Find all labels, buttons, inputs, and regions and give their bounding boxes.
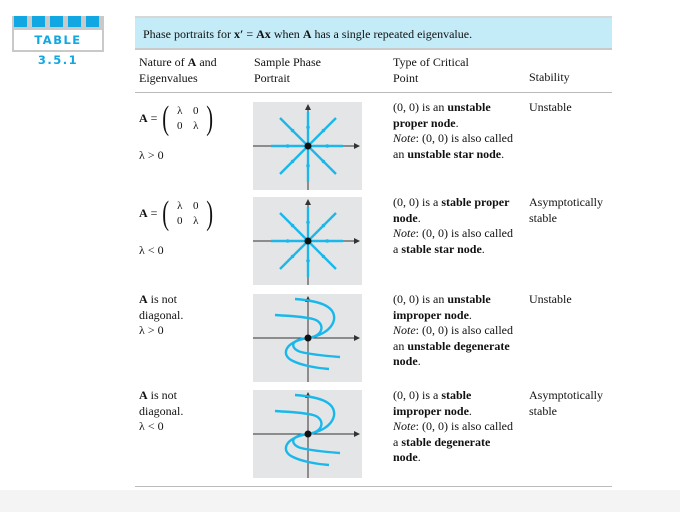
header-nature: Nature of A and Eigenvalues bbox=[139, 55, 217, 85]
eigenvalue-condition: λ > 0 bbox=[139, 323, 164, 337]
phase-portrait-improper-out bbox=[253, 294, 362, 382]
header-rule bbox=[135, 92, 612, 93]
phase-portrait-star-in bbox=[253, 197, 362, 285]
matrix-entry: λ bbox=[193, 215, 199, 227]
decor-square bbox=[50, 16, 63, 27]
header-stability: Stability bbox=[529, 70, 570, 84]
type-description: (0, 0) is an unstable proper node. bbox=[393, 100, 491, 130]
table-label: TABLE 3.5.1 bbox=[14, 30, 102, 50]
type-note: Note: (0, 0) is also called a stable degenerate node. bbox=[393, 419, 513, 464]
decor-square bbox=[68, 16, 81, 27]
critical-point-type bbox=[393, 388, 518, 466]
matrix: ( λ 0 0 λ ) bbox=[162, 195, 213, 232]
matrix-nature: A is not diagonal. λ > 0 bbox=[139, 292, 184, 337]
type-description: (0, 0) is a stable improper node. bbox=[393, 388, 472, 418]
bottom-rule bbox=[135, 486, 612, 487]
type-note: Note: (0, 0) is also called an unstable star node. bbox=[393, 131, 513, 161]
matrix-entry: 0 bbox=[177, 215, 183, 227]
eigenvalue-condition: λ > 0 bbox=[139, 148, 164, 162]
decor-square bbox=[32, 16, 45, 27]
phase-portrait-star-out bbox=[253, 102, 362, 190]
matrix-entry: 0 bbox=[177, 120, 183, 132]
decor-square bbox=[86, 16, 99, 27]
decor-square bbox=[14, 16, 27, 27]
table-label-box bbox=[12, 16, 104, 67]
type-description: (0, 0) is an unstable improper node. bbox=[393, 292, 491, 322]
type-description: (0, 0) is a stable proper node. bbox=[393, 195, 510, 225]
matrix-definition: A = ( λ 0 0 λ ) bbox=[139, 197, 215, 231]
matrix-nature: A is not diagonal. λ < 0 bbox=[139, 388, 184, 433]
stability: Asymptotically stable bbox=[529, 388, 603, 418]
matrix: ( λ 0 0 λ ) bbox=[162, 100, 213, 137]
eigenvalue-condition: λ < 0 bbox=[139, 243, 164, 257]
matrix-entry: λ bbox=[193, 120, 199, 132]
header-type: Type of Critical Point bbox=[393, 55, 469, 85]
stability: Unstable bbox=[529, 100, 572, 114]
eigenvalue-condition: λ < 0 bbox=[139, 419, 164, 433]
stability: Asymptotically stable bbox=[529, 195, 603, 225]
header-portrait: Sample Phase Portrait bbox=[254, 55, 321, 85]
critical-point-type bbox=[393, 100, 518, 162]
stability: Unstable bbox=[529, 292, 572, 306]
table-caption: Phase portraits for x′ = Ax when A has a single repeated eigenvalue. bbox=[135, 16, 612, 50]
matrix-entry: 0 bbox=[193, 105, 199, 117]
matrix-entry: λ bbox=[177, 105, 183, 117]
critical-point-type bbox=[393, 292, 518, 370]
matrix-entry: λ bbox=[177, 200, 183, 212]
page-footer bbox=[0, 490, 680, 512]
type-note: Note: (0, 0) is also called an unstable degenerate node. bbox=[393, 323, 513, 368]
type-note: Note: (0, 0) is also called a stable star node. bbox=[393, 226, 513, 256]
matrix-definition: A = ( λ 0 0 λ ) bbox=[139, 102, 215, 136]
critical-point-type bbox=[393, 195, 518, 257]
phase-portrait-improper-in bbox=[253, 390, 362, 478]
matrix-entry: 0 bbox=[193, 200, 199, 212]
